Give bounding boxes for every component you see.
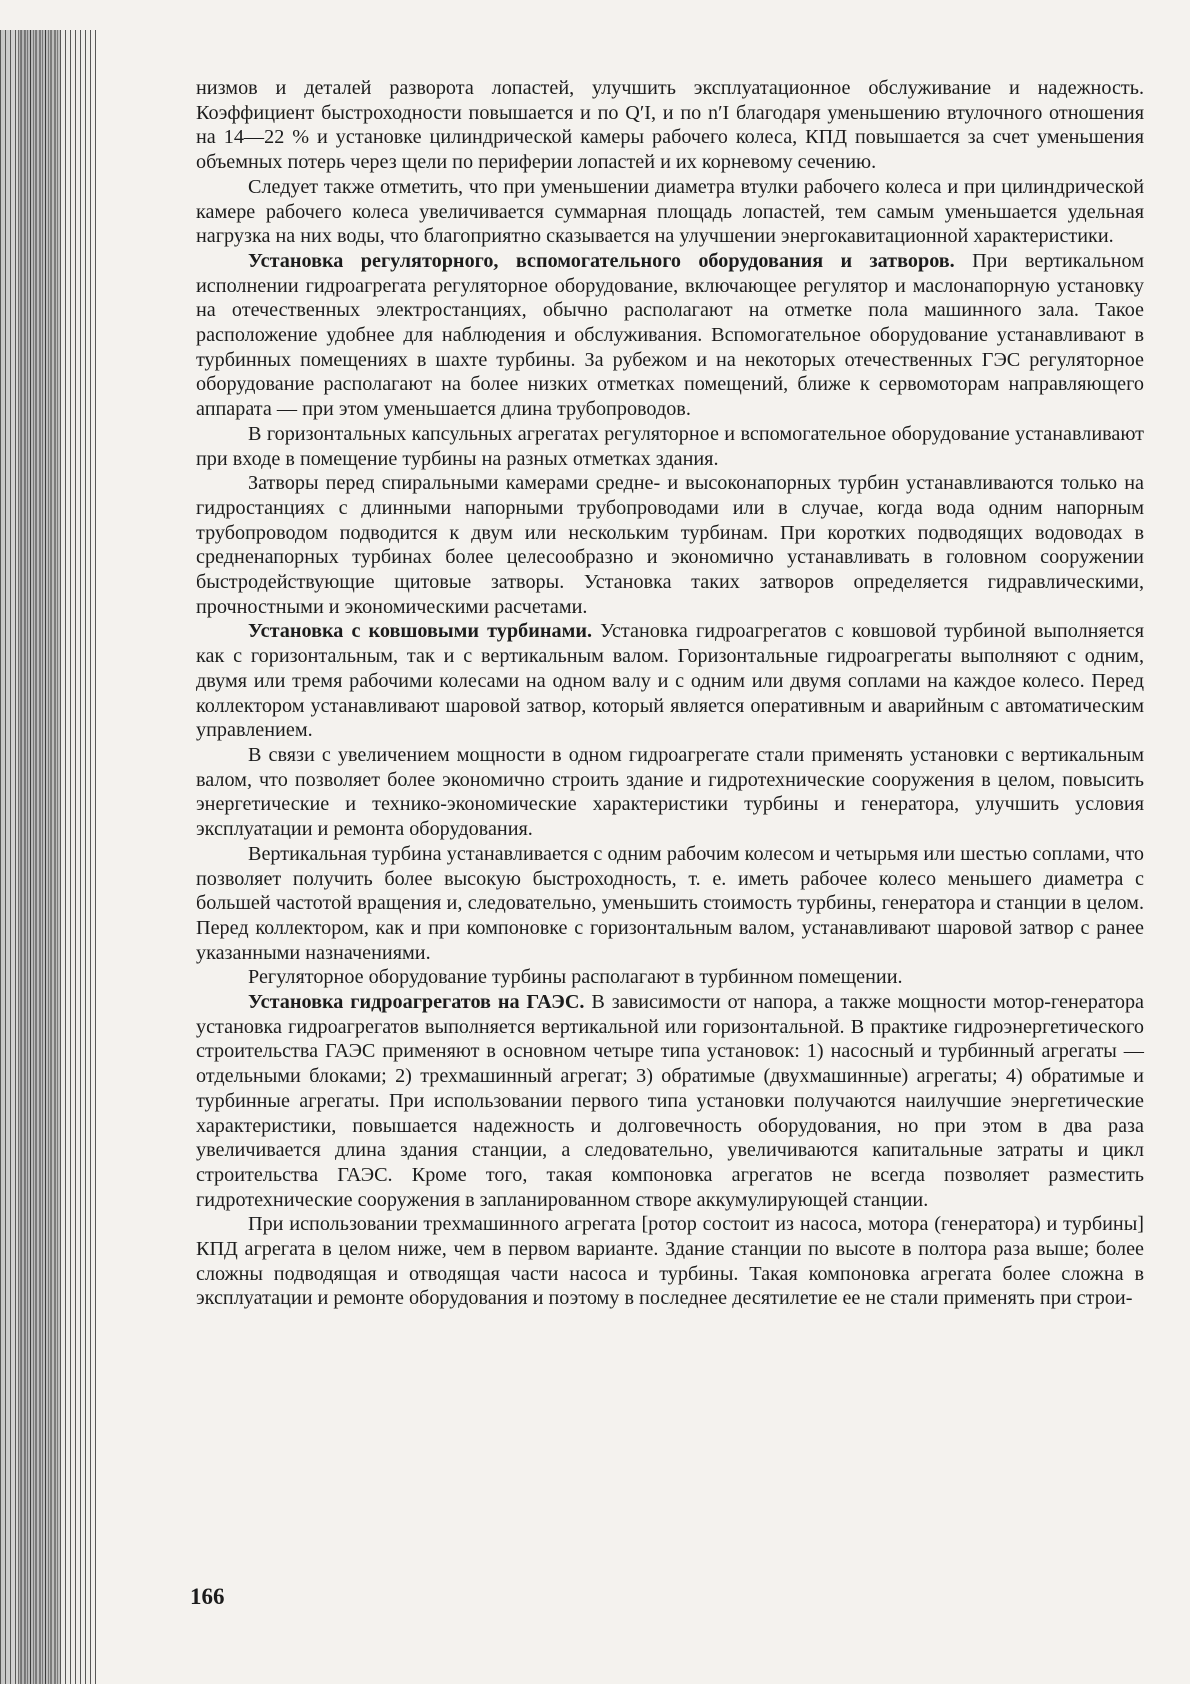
section-heading-regulating-equipment: Установка регуляторного, вспомогательного оборудования и затворов. xyxy=(248,249,955,272)
paragraph-10: Установка гидроагрегатов на ГАЭС. В зависимости от напора, а также мощности мотор-генератора установка гидроагрегатов выполняется вертикальной или горизонтальной. В практике гидроэнергетического строительства ГАЭС применяют в основном четыре типа установок: 1) насосный и турбинный агрегаты — отдельными блоками; 2) трехмашинный агрегат; 3) обратимые (двухмашинные) агрегаты; 4) обратимые и турбинные агрегаты. При использовании первого типа установки получаются наилучшие энергетические характеристики, повышается надежность и долговечность оборудования, но при этом в два раза увеличивается длина здания станции, а следовательно, увеличиваются капитальные затраты и цикл строительства ГАЭС. Кроме того, такая компоновка агрегатов не всегда позволяет разместить гидротехнические сооружения в запланированном створе аккумулирующей станции. xyxy=(196,991,1145,1211)
paragraph-5: Затворы перед спиральными камерами средне- и высоконапорных турбин устанавливаются только на гидростанциях с длинными напорными трубопроводами или в случае, когда вода одним напорным трубопроводом подводится к двум или нескольким турбинам. При коротких подводящих водоводах в средненапорных турбинах более целесообразно и экономично устанавливать в головном сооружении быстродействующие щитовые затворы. Установка таких затворов определяется гидравлическими, прочностными и экономическими расчетами. xyxy=(196,472,1144,618)
paragraph-7: В связи с увеличением мощности в одном гидроагрегате стали применять установки с вертикальным валом, что позволяет более экономично строить здание и гидротехнические сооружения в целом, повысить энергетические и технико-экономические характеристики турбины и генератора, улучшить условия эксплуатации и ремонта оборудования. xyxy=(196,743,1144,841)
paragraph-4: В горизонтальных капсульных агрегатах регуляторное и вспомогательное оборудование устанавливают при входе в помещение турбины на разных отметках здания. xyxy=(196,422,1144,470)
scan-binding-edge xyxy=(18,30,60,1684)
paragraph-3: Установка регуляторного, вспомогательного оборудования и затворов. При вертикальном исполнении гидроагрегата регуляторное оборудование, включающее регулятор и маслонапорную установку на отечественных электростанциях, обычно располагают на отметке пола машинного зала. Такое расположение удобнее для наблюдения и обслуживания. Вспомогательное оборудование устанавливают в турбинных помещениях в шахте турбины. За рубежом и на некоторых отечественных ГЭС регуляторное оборудование располагают на более низких отметках помещений, ближе к сервомоторам направляющего аппарата — при этом уменьшается длина трубопроводов. xyxy=(196,249,1144,421)
paragraph-11: При использовании трехмашинного агрегата [ротор состоит из насоса, мотора (генератора) и турбины] КПД агрегата в целом ниже, чем в первом варианте. Здание станции по высоте в полтора раза выше; более сложны подводящая и отводящая части насоса и турбины. Такая компоновка агрегата более сложна в эксплуатации и ремонте оборудования и поэтому в последнее десятилетие ее не стали применять при строи- xyxy=(196,1213,1144,1310)
paragraph-8: Вертикальная турбина устанавливается с одним рабочим колесом и четырьмя или шестью соплами, что позволяет получить более высокую быстроходность, т. е. иметь рабочее колесо меньшего диаметра с большей частотой вращения и, следовательно, уменьшить стоимость турбины, генератора и станции в целом. Перед коллектором, как и при компоновке с горизонтальным валом, устанавливают шаровой затвор с ранее указанными назначениями. xyxy=(196,842,1144,964)
paragraph-2: Следует также отметить, что при уменьшении диаметра втулки рабочего колеса и при цилиндрической камере рабочего колеса увеличивается суммарная площадь лопастей, тем самым уменьшается удельная нагрузка на них воды, что благоприятно сказывается на улучшении энергокавитационной характеристики. xyxy=(196,175,1144,248)
paragraph-1: низмов и деталей разворота лопастей, улучшить эксплуатационное обслуживание и надежность. Коэффициент быстроходности повышается и по Q′I, и по n′I благодаря уменьшению втулочного отношения на 14—22 % и установке цилиндрической камеры рабочего колеса, КПД повышается за счет уменьшения объемных потерь через щели по периферии лопастей и их корневому сечению. xyxy=(196,77,1144,174)
paragraph-9: Регуляторное оборудование турбины располагают в турбинном помещении. xyxy=(248,966,903,989)
section-heading-pumped-storage: Установка гидроагрегатов на ГАЭС. xyxy=(248,991,585,1014)
section-heading-pelton-turbines: Установка с ковшовыми турбинами. xyxy=(248,620,593,643)
page-body xyxy=(196,76,1144,1311)
paragraph-6: Установка с ковшовыми турбинами. Установка гидроагрегатов с ковшовой турбиной выполняется как с горизонтальным, так и с вертикальным валом. Горизонтальные гидроагрегаты выполняют с одним, двумя или тремя рабочими колесами на одном валу и с одним или двумя соплами на каждое колесо. Перед коллектором устанавливают шаровой затвор, который является оперативным и аварийным с автоматическим управлением. xyxy=(196,620,1145,742)
page-number: 166 xyxy=(190,1584,225,1609)
